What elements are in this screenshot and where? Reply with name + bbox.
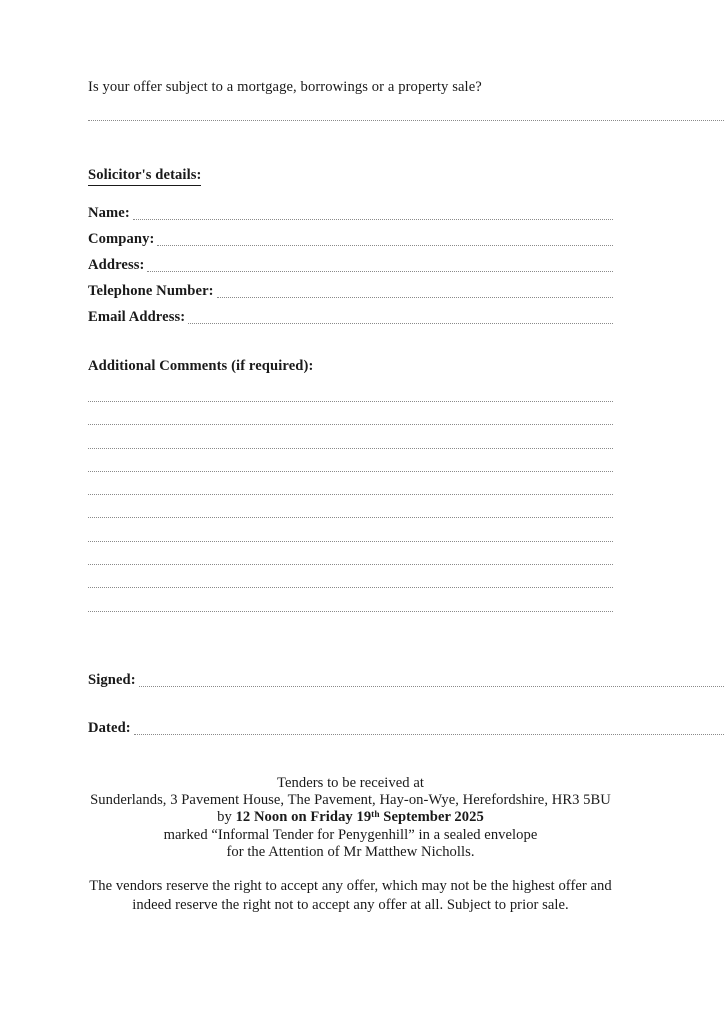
question-answer-line[interactable] <box>88 120 724 121</box>
additional-comments-lines[interactable] <box>88 401 613 612</box>
solicitor-field-name[interactable] <box>88 197 613 223</box>
comment-blank-line[interactable] <box>88 494 613 495</box>
solicitor-field-name-label: Name: <box>88 205 130 221</box>
footer-deadline-ordinal: th <box>371 810 380 821</box>
solicitor-field-telephone-input[interactable] <box>217 297 613 298</box>
footer-envelope-marking-line: marked “Informal Tender for Penygenhill” in a sealed envelope <box>163 826 538 843</box>
vendor-disclaimer-section <box>88 877 613 914</box>
solicitor-field-email-label: Email Address: <box>88 309 186 325</box>
solicitor-field-company[interactable] <box>88 223 613 249</box>
mortgage-question-text: Is your offer subject to a mortgage, borrowings or a property sale? <box>88 79 482 95</box>
additional-comments-heading: Additional Comments (if required): <box>88 358 314 374</box>
footer-deadline-bold-start: 12 Noon on Friday 19 <box>235 809 372 826</box>
footer-deadline-prefix: by <box>217 809 236 826</box>
dated-row[interactable] <box>88 712 724 738</box>
question-section <box>88 78 613 97</box>
solicitor-field-address[interactable] <box>88 249 613 275</box>
solicitor-details-section <box>88 166 613 327</box>
footer-deadline-line <box>88 809 613 826</box>
footer-received-at-line: Tenders to be received at <box>277 775 424 791</box>
footer-attention-line: for the Attention of Mr Matthew Nicholls. <box>226 843 475 860</box>
solicitor-field-company-input[interactable] <box>157 245 613 246</box>
comment-blank-line[interactable] <box>88 517 613 518</box>
solicitor-field-telephone[interactable] <box>88 275 613 301</box>
comment-blank-line[interactable] <box>88 541 613 542</box>
comment-blank-line[interactable] <box>88 587 613 588</box>
footer-address-line: Sunderlands, 3 Pavement House, The Pavement, Hay-on-Wye, Herefordshire, HR3 5BU <box>90 792 611 809</box>
disclaimer-line-1: The vendors reserve the right to accept any offer, which may not be the highest offer and <box>89 878 612 894</box>
comment-blank-line[interactable] <box>88 564 613 565</box>
dated-input[interactable] <box>134 734 724 735</box>
signed-row[interactable] <box>88 664 724 690</box>
signed-label: Signed: <box>88 672 136 688</box>
solicitor-field-email-input[interactable] <box>188 323 613 324</box>
comment-blank-line[interactable] <box>88 424 613 425</box>
footer-deadline-bold-end: September 2025 <box>379 809 484 826</box>
comment-blank-line[interactable] <box>88 471 613 472</box>
disclaimer-line-2: indeed reserve the right not to accept any offer at all. Subject to prior sale. <box>132 896 569 913</box>
solicitor-field-company-label: Company: <box>88 231 155 247</box>
solicitor-fields-list <box>88 197 613 327</box>
comment-blank-line[interactable] <box>88 401 613 402</box>
solicitor-details-heading: Solicitor's details: <box>88 166 201 186</box>
additional-comments-section <box>88 357 613 634</box>
solicitor-field-telephone-label: Telephone Number: <box>88 283 214 299</box>
solicitor-field-name-input[interactable] <box>133 219 613 220</box>
comment-blank-line[interactable] <box>88 448 613 449</box>
submission-instructions-section <box>88 775 613 861</box>
solicitor-field-email[interactable] <box>88 301 613 327</box>
comment-blank-line[interactable] <box>88 611 613 612</box>
dated-label: Dated: <box>88 720 131 736</box>
solicitor-field-address-input[interactable] <box>147 271 613 272</box>
solicitor-field-address-label: Address: <box>88 257 145 273</box>
signed-input[interactable] <box>139 686 724 687</box>
